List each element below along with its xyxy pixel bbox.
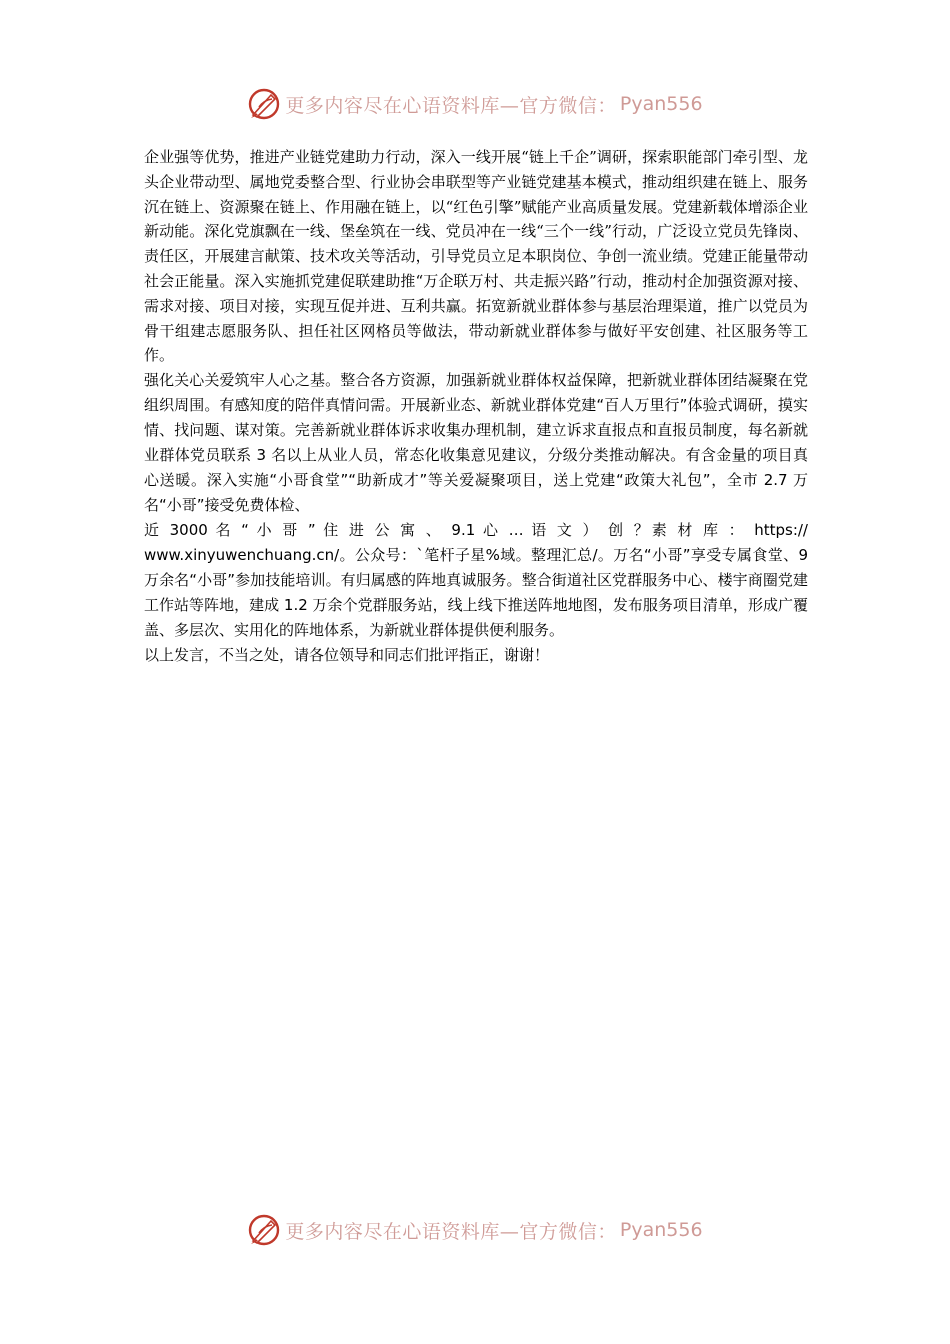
banner-content <box>247 87 702 121</box>
footer-wechat-id: Pyan556 <box>619 1219 703 1241</box>
banner-text: 更多内容尽在心语资料库—官方微信： <box>285 94 617 117</box>
header-banner <box>0 84 950 124</box>
document-body <box>144 145 808 668</box>
paragraph-2-part-1: 强化关心关爱筑牢人心之基。整合各方资源，加强新就业群体权益保障，把新就业群体团结凝聚在党组织周围。有感知度的陪伴真情问需。开展新业态、新就业群体党建“百人万里行”体验式调研，摸实情、找问题、谋对策。完善新就业群体诉求收集办理机制，建立诉求直报点和直报员制度，每名新就业群体党员联系 3 名以上从业人员，常态化收集意见建议，分级分类推动解决。有含金量的项目真心送暖。深入实施“小哥食堂”“助新成才”等关爱凝聚项目，送上党建“政策大礼包”，全市 2.7 万名“小哥”接受免费体检、 <box>144 371 808 515</box>
pen-nib-logo-icon <box>247 1213 281 1247</box>
pen-nib-logo-icon <box>247 87 281 121</box>
footer-banner <box>0 1210 950 1250</box>
paragraph-2-part-3: www.xinyuwenchuang.cn/。公众号：`笔杆子星%域。整理汇总/。万名“小哥”享受专属食堂、9 万余名“小哥”参加技能培训。有归属感的阵地真诚服务。整合街道社区党群服务中心、楼宇商圈党建工作站等阵地，建成 1.2 万余个党群服务站，线上线下推送阵地地图，发布服务项目清单，形成广覆盖、多层次、实用化的阵地体系，为新就业群体提供便利服务。 <box>144 546 808 640</box>
footer-banner-content <box>247 1213 702 1247</box>
paragraph-2-part-2: 近 3000 名 “ 小 哥 ” 住 进 公 寓 、 9.1 心 … 语 文 ） 创 ？素 材 库 ： https:// <box>144 521 808 540</box>
closing-paragraph: 以上发言，不当之处，请各位领导和同志们批评指正，谢谢！ <box>144 646 550 665</box>
wechat-id: Pyan556 <box>619 93 703 115</box>
paragraph-1: 企业强等优势，推进产业链党建助力行动，深入一线开展“链上千企”调研，探索职能部门牵引型、龙头企业带动型、属地党委整合型、行业协会串联型等产业链党建基本模式，推动组织建在链上、服务沉在链上、资源聚在链上、作用融在链上，以“红色引擎”赋能产业高质量发展。党建新载体增添企业新动能。深化党旗飘在一线、堡垒筑在一线、党员冲在一线“三个一线”行动，广泛设立党员先锋岗、责任区，开展建言献策、技术攻关等活动，引导党员立足本职岗位、争创一流业绩。党建正能量带动社会正能量。深入实施抓党建促联建助推“万企联万村、共走振兴路”行动，推动村企加强资源对接、需求对接、项目对接，实现互促并进、互利共赢。拓宽新就业群体参与基层治理渠道，推广以党员为骨干组建志愿服务队、担任社区网格员等做法，带动新就业群体参与做好平安创建、社区服务等工作。 <box>144 148 808 365</box>
footer-banner-text: 更多内容尽在心语资料库—官方微信： <box>285 1220 617 1243</box>
